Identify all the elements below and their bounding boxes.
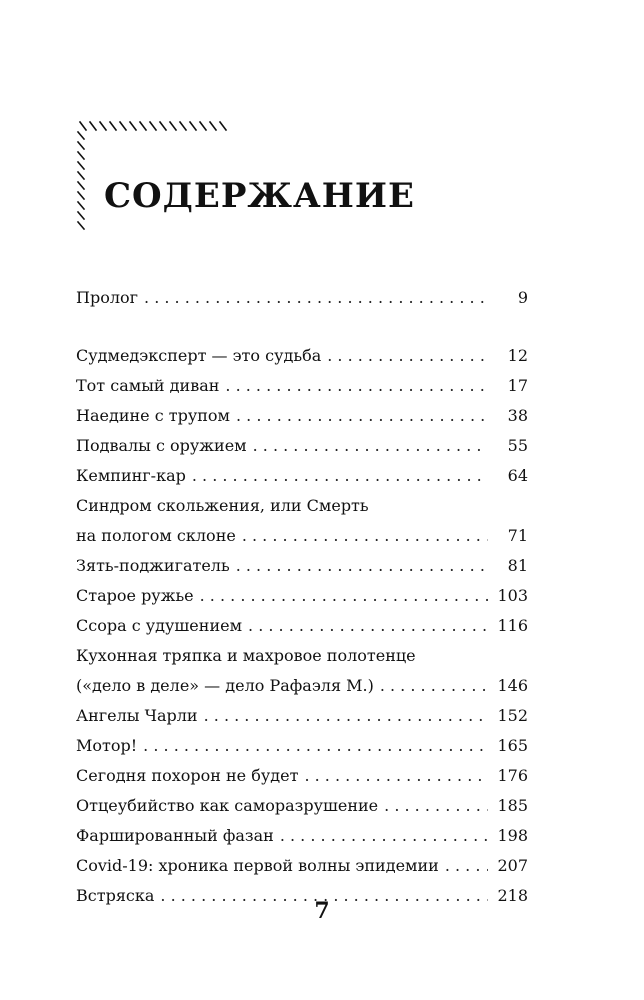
toc-entry-title: Пролог	[76, 288, 139, 307]
page-title: СОДЕРЖАНИЕ	[104, 176, 415, 216]
toc-entry	[76, 431, 528, 461]
toc-entry	[76, 461, 528, 491]
toc-entry-page: 71	[507, 526, 528, 545]
toc-entry-page: 218	[497, 886, 528, 905]
toc-entry	[76, 611, 528, 641]
toc-entry-page: 55	[507, 436, 528, 455]
page-number: 7	[314, 898, 330, 924]
toc-entry	[76, 401, 528, 431]
dot-leader	[242, 521, 488, 551]
dot-leader	[192, 461, 488, 491]
toc-entry-title: Мотор!	[76, 736, 138, 755]
toc-entry	[76, 641, 528, 701]
toc-entry-page: 176	[497, 766, 528, 785]
toc-entry-title-line: Синдром скольжения, или Смерть	[76, 496, 369, 515]
toc-entry-page: 64	[507, 466, 528, 485]
dot-leader	[380, 671, 488, 701]
dot-leader	[144, 283, 488, 313]
toc-entry-title-line: Кухонная тряпка и махровое полотенце	[76, 646, 416, 665]
toc-entry-page: 116	[497, 616, 528, 635]
toc-entry	[76, 821, 528, 851]
dot-leader	[236, 551, 488, 581]
toc-entry	[76, 731, 528, 761]
toc-entry-page: 152	[497, 706, 528, 725]
dot-leader	[445, 851, 488, 881]
dot-leader	[280, 821, 488, 851]
toc-entry	[76, 491, 528, 551]
toc-entry-page: 9	[517, 288, 528, 307]
dot-leader	[236, 401, 488, 431]
dot-leader	[304, 761, 488, 791]
dot-leader	[384, 791, 488, 821]
toc-entry	[76, 371, 528, 401]
toc-entry-title: Сегодня похорон не будет	[76, 766, 299, 785]
toc-entry-page: 146	[497, 676, 528, 695]
dot-leader	[200, 581, 488, 611]
dot-leader	[253, 431, 488, 461]
toc-entry	[76, 581, 528, 611]
toc-entry-prologue	[76, 283, 528, 313]
toc-entry-title: Фаршированный фазан	[76, 826, 274, 845]
toc-entry	[76, 851, 528, 881]
toc-entry-page: 185	[497, 796, 528, 815]
toc-entry-page: 165	[497, 736, 528, 755]
dot-leader	[143, 731, 488, 761]
toc-entry	[76, 791, 528, 821]
toc-entry-page: 207	[497, 856, 528, 875]
toc-entry-title: Тот самый диван	[76, 376, 220, 395]
toc-entry-page: 12	[507, 346, 528, 365]
toc-entry-page: 38	[507, 406, 528, 425]
dot-leader	[248, 611, 488, 641]
toc-entry-title: Кемпинг-кар	[76, 466, 186, 485]
toc-entry	[76, 761, 528, 791]
toc-entry-title: Covid-19: хроника первой волны эпидемии	[76, 856, 439, 875]
toc-entry-page: 103	[497, 586, 528, 605]
dot-leader	[327, 341, 488, 371]
dot-leader	[204, 701, 488, 731]
toc-entry-title: Старое ружье	[76, 586, 194, 605]
toc-entry-title: Встряска	[76, 886, 155, 905]
toc-entry-page: 17	[507, 376, 528, 395]
toc-entry-title: Отцеубийство как саморазрушение	[76, 796, 379, 815]
toc-entry-title: Ссора с удушением	[76, 616, 243, 635]
toc-entry-title: Зять-поджигатель	[76, 556, 230, 575]
toc-entry-title: на пологом склоне	[76, 526, 236, 545]
toc-entry-title: Ангелы Чарли	[76, 706, 198, 725]
toc-entry-page: 198	[497, 826, 528, 845]
toc-entry	[76, 341, 528, 371]
table-of-contents	[76, 283, 528, 911]
toc-entry-title: Судмедэксперт — это судьба	[76, 346, 322, 365]
toc-entry-title: Подвалы с оружием	[76, 436, 247, 455]
toc-entry-title: («дело в деле» — дело Рафаэля М.)	[76, 676, 374, 695]
toc-entry-page: 81	[507, 556, 528, 575]
dot-leader	[225, 371, 488, 401]
toc-entry	[76, 551, 528, 581]
toc-entry-title: Наедине с трупом	[76, 406, 230, 425]
toc-entry	[76, 701, 528, 731]
